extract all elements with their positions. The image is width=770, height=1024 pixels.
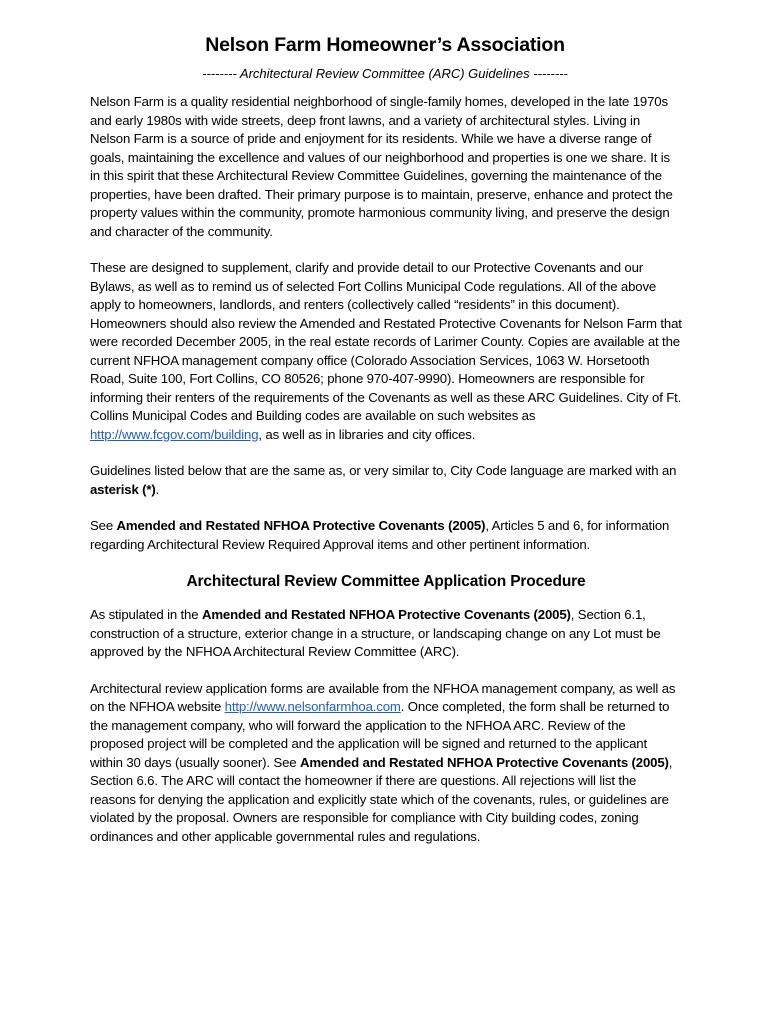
document-body — [90, 93, 682, 864]
asterisk-note: asterisk (*) — [90, 481, 156, 497]
page-title: Nelson Farm Homeowner’s Association — [205, 34, 565, 56]
section-heading: Architectural Review Committee Application Procedure — [186, 573, 586, 590]
page-subtitle: -------- Architectural Review Committee (ARC) Guidelines -------- — [202, 66, 568, 81]
paragraph-asterisk: Guidelines listed below that are the same as, or very similar to, City Code language are marked with an asterisk (*). — [90, 463, 677, 497]
nelsonfarmhoa-link[interactable]: http://www.nelsonfarmhoa.com — [224, 699, 401, 714]
paragraph-see-covenants: See Amended and Restated NFHOA Protective Covenants (2005), Articles 5 and 6, for information regarding Architectural Review Required Approval items and other pertinent information. — [90, 518, 670, 552]
paragraph-covenants: These are designed to supplement, clarify and provide detail to our Protective Covenants and our Bylaws, as well as to remind us of selected Fort Collins Municipal Code regulations. All of the above apply to homeowners, landlords, and renters (collectively called “residents” in this document). Homeowners should also review the Amended and Restated Protective Covenants for Nelson Farm that were recorded December 2005, in the real estate records of Larimer County. Copies are available at the current NFHOA management company office (Colorado Association Services, 1063 W. Horsetooth Road, Suite 100, Fort Collins, CO 80526; phone 970-407-9990). Homeowners are responsible for informing their renters of the requirements of the Covenants as well as these ARC Guidelines. City of Ft. Collins Municipal Codes and Building codes are available on such websites as http://www.fcgov.com/building, as well as in libraries and city offices. — [90, 260, 682, 442]
paragraph-application-forms: Architectural review application forms are available from the NFHOA management company, as well as on the NFHOA website http://www.nelsonfarmhoa.com. Once completed, the form shall be returned to the management company, who will forward the application to the NFHOA ARC. Review of the proposed project will be completed and the application will be signed and returned to the applicant within 30 days (usually sooner). See Amended and Restated NFHOA Protective Covenants (2005), Section 6.6. The ARC will contact the homeowner if there are questions. All rejections will list the reasons for denying the application and explicitly state which of the covenants, rules, or guidelines are violated by the proposal. Owners are responsible for compliance with City building codes, zoning ordinances and other applicable governmental rules and regulations. — [90, 680, 676, 844]
paragraph-stipulated: As stipulated in the Amended and Restated NFHOA Protective Covenants (2005), Section 6.1, construction of a structure, exterior change in a structure, or landscaping change on any Lot must be approved by the NFHOA Architectural Review Committee (ARC). — [90, 607, 661, 659]
fcgov-building-link[interactable]: http://www.fcgov.com/building — [90, 426, 259, 442]
paragraph-intro: Nelson Farm is a quality residential neighborhood of single-family homes, developed in the late 1970s and early 1980s with wide streets, deep front lawns, and a variety of architectural styles. Living in Nelson Farm is a source of pride and enjoyment for its residents. While we have a diverse range of goals, maintaining the excellence and values of our neighborhood and properties is one we share. It is in this spirit that these Architectural Review Committee Guidelines, governing the maintenance of the properties, have been drafted. Their primary purpose is to maintain, preserve, enhance and protect the property values within the community, promote harmonious community living, and preserve the design and character of the community. — [90, 94, 673, 239]
